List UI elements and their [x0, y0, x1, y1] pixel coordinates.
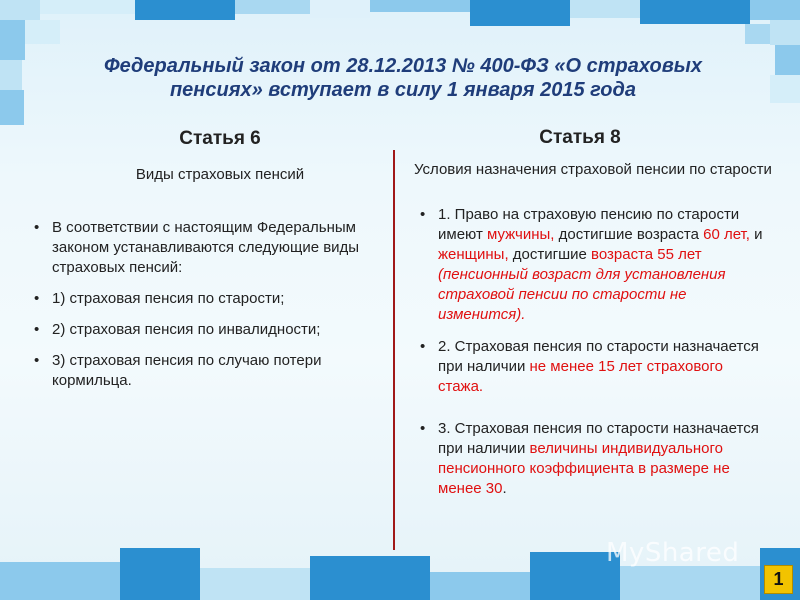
item-text: достигшие — [508, 246, 592, 263]
right-column-subheading: Условия назначения страховой пенсии по старости — [414, 161, 772, 178]
page-number-badge: 1 — [764, 565, 793, 594]
list-item — [418, 419, 770, 499]
highlight-text: мужчины, — [487, 226, 555, 243]
highlight-text-italic: (пенсионный возраст для установления страховой пенсии по старости не изменится). — [438, 266, 726, 323]
list-item — [418, 337, 770, 397]
right-column-heading: Статья 8 — [539, 127, 621, 148]
left-column-list — [32, 218, 384, 402]
item-text: . — [502, 480, 507, 497]
item-text: достигшие возраста — [554, 226, 704, 243]
right-column-list — [418, 205, 770, 511]
item-text: 3. Страховая пенсия по старости назначается при наличии — [438, 420, 759, 457]
item-text: и — [749, 226, 763, 243]
list-item: • 3) страховая пенсия по случаю потери кормильца. — [32, 351, 384, 391]
highlight-text: 60 лет, — [703, 226, 750, 243]
left-column-heading: Статья 6 — [179, 128, 261, 149]
list-item: • В соответствии с настоящим Федеральным законом устанавливаются следующие виды страховых пенсий: — [32, 218, 384, 278]
item-text: 2. Страховая пенсия по старости назначается при наличии — [438, 338, 759, 375]
highlight-text: женщины, — [438, 246, 509, 263]
list-item — [418, 205, 770, 325]
slide-title: Федеральный закон от 28.12.2013 № 400-ФЗ «О страховых пенсиях» вступает в силу 1 января 2015 года — [104, 55, 702, 101]
left-column-subheading: Виды страховых пенсий — [135, 166, 305, 183]
highlight-text: возраста 55 лет — [591, 246, 702, 263]
column-divider — [393, 150, 395, 550]
highlight-text: величины индивидуального пенсионного коэффициента в размере не менее 30 — [438, 440, 730, 497]
highlight-text: не менее 15 лет страхового стажа. — [438, 358, 723, 395]
watermark-logo: MyShared — [606, 538, 740, 568]
list-item: • 1) страховая пенсия по старости; — [32, 289, 384, 309]
item-text: 1. Право на страховую пенсию по старости имеют — [438, 206, 740, 243]
list-item: • 2) страховая пенсия по инвалидности; — [32, 320, 384, 340]
